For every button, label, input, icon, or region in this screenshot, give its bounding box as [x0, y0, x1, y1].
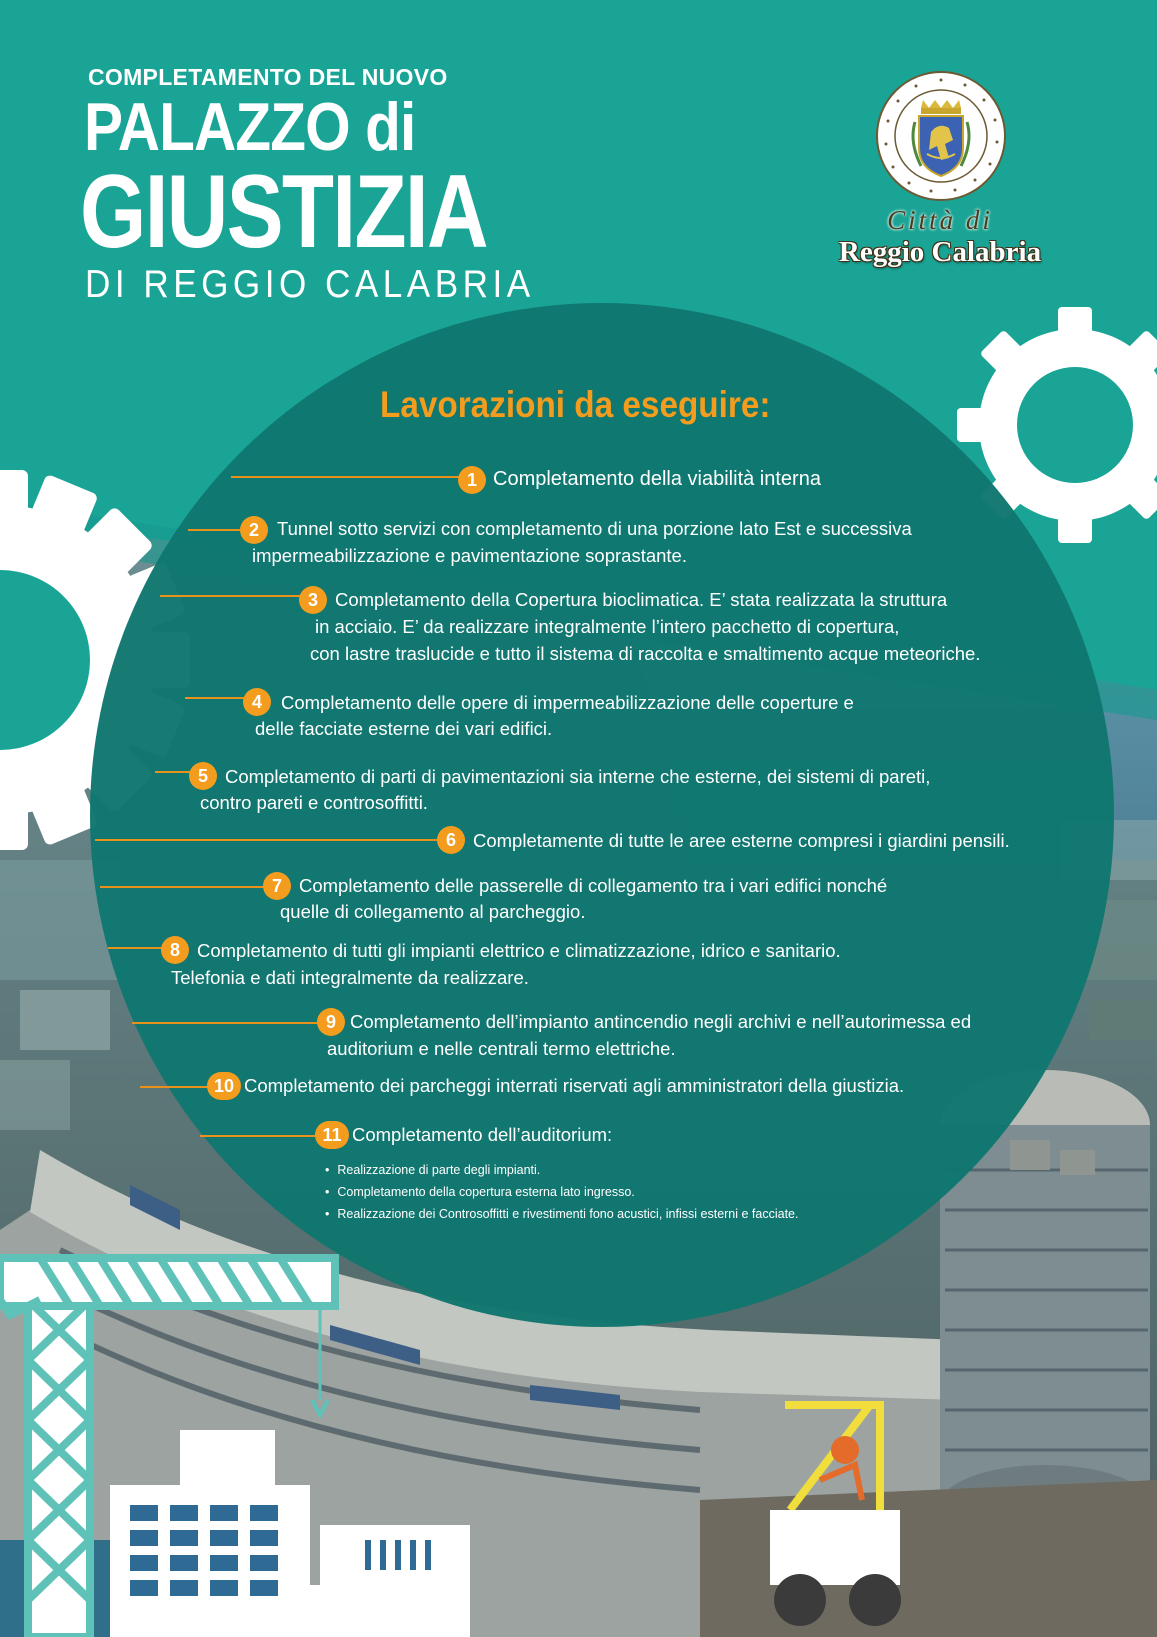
item-number: 11	[315, 1121, 349, 1149]
item-text: Completamento della viabilità interna	[493, 468, 821, 490]
leader-line	[185, 697, 245, 699]
leader-line	[95, 839, 440, 841]
title-line-2: GIUSTIZIA	[80, 154, 487, 270]
leader-line	[140, 1086, 210, 1088]
bullet-item: • Realizzazione dei Controsoffitti e rivestimenti fono acustici, infissi esterni e facciate.	[325, 1204, 798, 1224]
logo-city-name: Reggio Calabria	[838, 236, 1042, 268]
item-number: 9	[317, 1008, 345, 1036]
item-text: Tunnel sotto servizi con completamento di una porzione lato Est e successiva	[277, 518, 912, 539]
bullet-item: • Completamento della copertura esterna lato ingresso.	[325, 1182, 635, 1202]
item-text: con lastre traslucide e tutto il sistema di raccolta e smaltimento acque meteoriche.	[310, 643, 981, 664]
item-number: 2	[240, 516, 268, 544]
leader-line	[188, 529, 243, 531]
item-text: in acciaio. E’ da realizzare integralmente l’intero pacchetto di copertura,	[315, 616, 900, 637]
item-text: Telefonia e dati integralmente da realizzare.	[171, 967, 529, 988]
item-number: 7	[263, 872, 291, 900]
leader-line	[108, 947, 163, 949]
logo-citta-di: Città di	[887, 205, 993, 235]
item-number: 5	[189, 762, 217, 790]
item-text: Completamento di parti di pavimentazioni sia interne che esterne, dei sistemi di pareti,	[225, 766, 931, 787]
city-crest-logo	[875, 70, 1007, 202]
section-heading: Lavorazioni da eseguire:	[380, 384, 771, 425]
item-number: 10	[207, 1072, 241, 1100]
item-text: contro pareti e controsoffitti.	[200, 792, 428, 813]
item-text: delle facciate esterne dei vari edifici.	[255, 718, 553, 739]
leader-line	[160, 595, 300, 597]
item-text: impermeabilizzazione e pavimentazione soprastante.	[252, 545, 687, 566]
item-text: auditorium e nelle centrali termo elettriche.	[327, 1038, 676, 1059]
leader-line	[132, 1022, 319, 1024]
item-text: Completamento dei parcheggi interrati riservati agli amministratori della giustizia.	[244, 1075, 905, 1096]
kicker-title: COMPLETAMENTO DEL NUOVO	[88, 64, 448, 90]
item-text: Completamento dell’auditorium:	[352, 1124, 613, 1145]
item-text: Completamento della Copertura bioclimatica. E’ stata realizzata la struttura	[335, 589, 948, 610]
item-number: 4	[243, 688, 271, 716]
item-text: Completamento delle opere di impermeabilizzazione delle coperture e	[281, 692, 854, 713]
item-number: 1	[458, 466, 486, 494]
item-number: 8	[161, 936, 189, 964]
title-line-1: PALAZZO di	[84, 89, 416, 165]
leader-line	[231, 476, 461, 478]
leader-line	[155, 771, 190, 773]
item-text: Completamento dell’impianto antincendio negli archivi e nell’autorimessa ed	[350, 1011, 972, 1032]
item-number: 6	[437, 826, 465, 854]
title-line-3: DI REGGIO CALABRIA	[85, 263, 535, 306]
item-text: Completamento delle passerelle di collegamento tra i vari edifici nonché	[299, 875, 888, 896]
leader-line	[200, 1135, 318, 1137]
bullet-item: • Realizzazione di parte degli impianti.	[325, 1160, 540, 1180]
item-text: Completamento di tutti gli impianti elettrico e climatizzazione, idrico e sanitario.	[197, 940, 841, 961]
leader-line	[100, 886, 265, 888]
item-text: quelle di collegamento al parcheggio.	[280, 901, 586, 922]
item-number: 3	[299, 586, 327, 614]
item-text: Completamente di tutte le aree esterne compresi i giardini pensili.	[473, 830, 1010, 851]
